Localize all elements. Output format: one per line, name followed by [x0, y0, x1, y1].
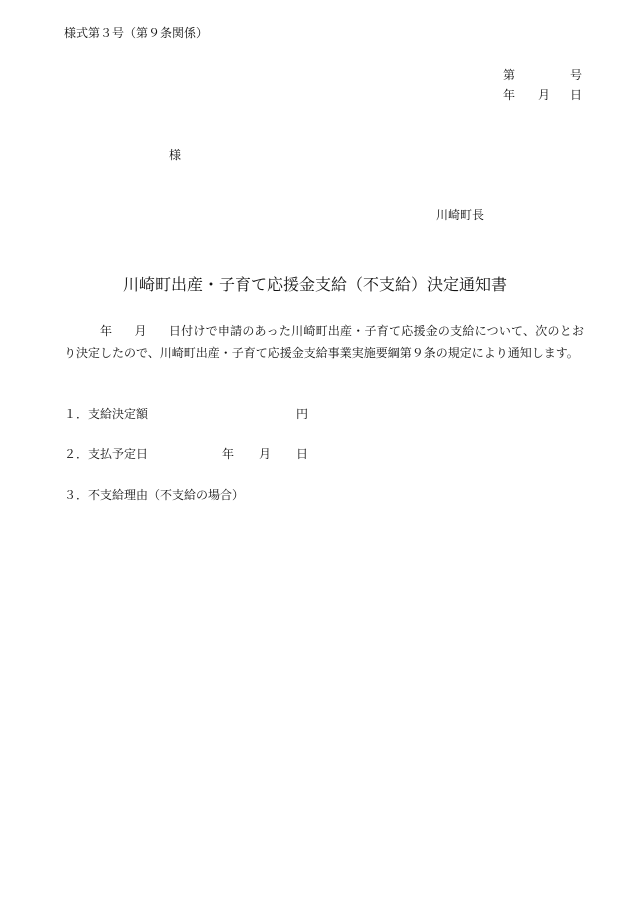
recipient-honorific: 様 [169, 148, 182, 162]
item-payment-amount: １．支給決定額 [64, 407, 149, 421]
issue-date-year: 年 [503, 88, 516, 102]
form-number-label: 様式第３号（第９条関係） [64, 26, 209, 40]
payment-date-year: 年 [222, 447, 235, 461]
document-title: 川崎町出産・子育て応援金支給（不支給）決定通知書 [122, 275, 507, 294]
reference-number-suffix: 号 [570, 68, 583, 82]
reference-number-prefix: 第 [503, 68, 516, 82]
issue-date-day: 日 [570, 88, 583, 102]
issue-date-month: 月 [538, 88, 551, 102]
item-rejection-reason: ３．不支給理由（不支給の場合） [64, 488, 245, 502]
body-month: 月 [134, 324, 147, 338]
body-year: 年 [100, 324, 113, 338]
body-text: 日付けで申請のあった川崎町出産・子育て応援金の支給について、次のとおり決定したので、川崎町出産・子育て応援金支給事業実施要綱第９条の規定により通知します。 [64, 324, 584, 360]
payment-amount-unit: 円 [296, 407, 309, 421]
notice-body [64, 320, 584, 364]
payment-date-day: 日 [296, 447, 309, 461]
issuer-name: 川崎町長 [436, 208, 485, 222]
payment-date-month: 月 [259, 447, 272, 461]
item-payment-date: ２．支払予定日 [64, 447, 149, 461]
